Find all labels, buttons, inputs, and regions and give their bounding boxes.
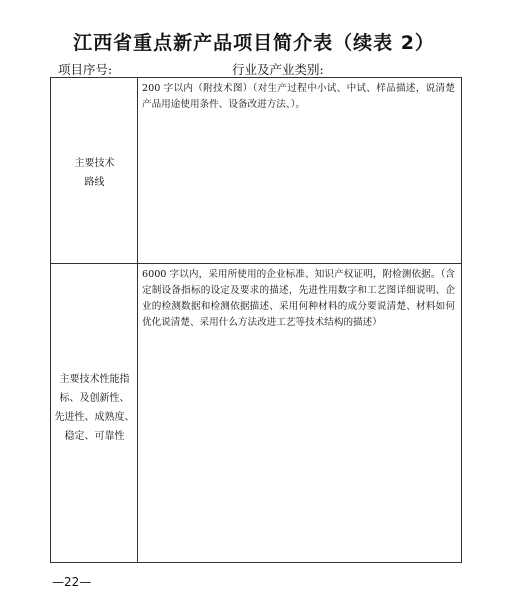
- row-label-performance-indicators: [51, 370, 138, 446]
- label-line: 标、及创新性、: [59, 393, 130, 404]
- project-number-label: 项目序号:: [58, 62, 113, 77]
- row-label-technical-route: [51, 154, 138, 192]
- label-line: 主要技术性能指: [59, 374, 130, 385]
- technical-route-instructions: 200 字以内（附技术图）（对生产过程中小试、中试、样品描述，说清楚产品用途使用条件、设备改进方法、）。: [142, 83, 455, 110]
- technical-route-content-cell[interactable]: [138, 78, 461, 263]
- project-summary-table: [50, 77, 462, 563]
- industry-category-field: [232, 60, 446, 78]
- row-label-cell: [51, 78, 138, 263]
- table-row-performance-indicators: [51, 264, 461, 562]
- performance-indicators-content-cell[interactable]: [138, 264, 461, 562]
- row-label-cell: [51, 264, 138, 562]
- label-line: 先进性、成熟度、: [54, 412, 135, 423]
- industry-category-label: 行业及产业类别:: [232, 62, 324, 77]
- page-title: 江西省重点新产品项目简介表（续表 2）: [73, 32, 435, 54]
- table-row-technical-route: [51, 78, 461, 264]
- project-number-field: [58, 60, 178, 78]
- label-line: 主要技术: [74, 158, 115, 169]
- performance-indicators-instructions: 6000 字以内，采用所使用的企业标准、知识产权证明，附检测依据。（含定制设备指标的设定及要求的描述，先进性用数字和工艺图详细说明、企业的检测数据和检测依据描述、采用何种材料的成分要说清楚、材料如何优化说清楚、采用什么方法改进工艺等技术结构的描述）: [142, 269, 455, 328]
- label-line: 路线: [84, 177, 105, 188]
- page-number: —22—: [52, 575, 92, 589]
- label-line: 稳定、可靠性: [64, 431, 125, 442]
